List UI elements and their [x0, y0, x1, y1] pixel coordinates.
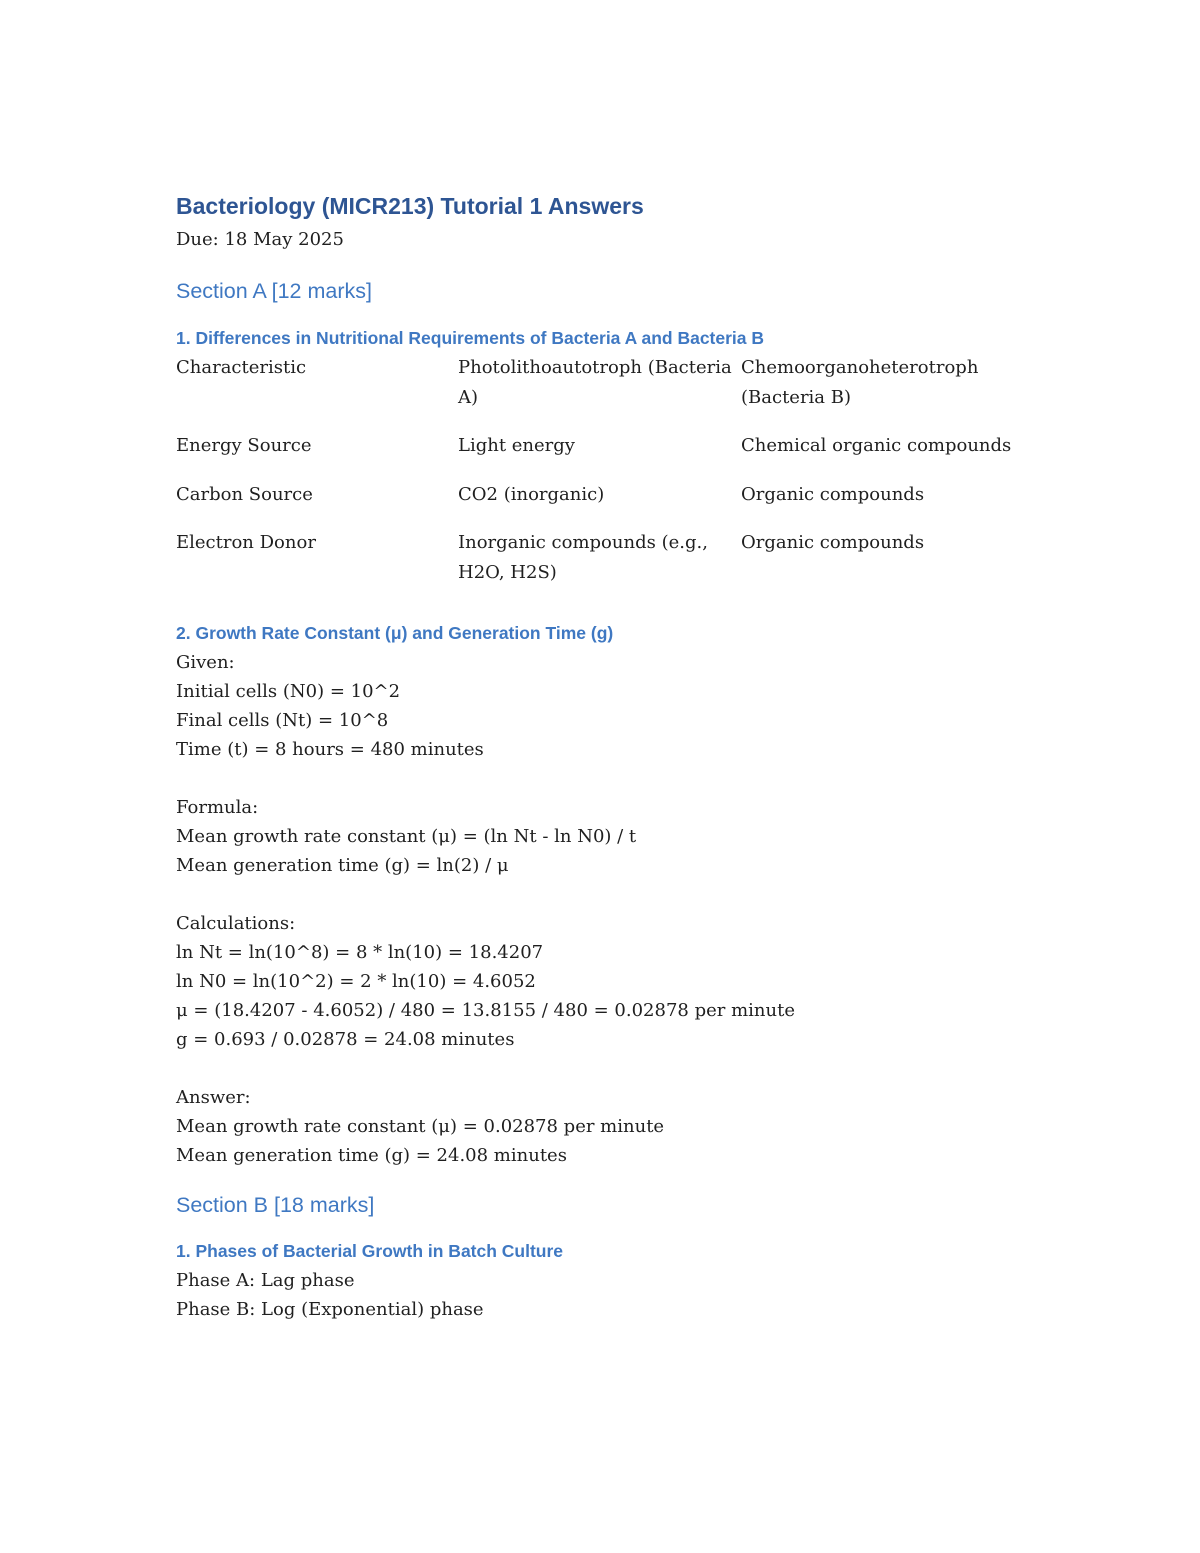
formula-line: Mean growth rate constant (μ) = (ln Nt - ln N0) / t [176, 826, 637, 847]
table-cell: Chemical organic compounds [741, 435, 1012, 456]
table-cell: Organic compounds [741, 483, 925, 505]
phase-line: Phase B: Log (Exponential) phase [176, 1299, 484, 1320]
table-header-cell: Photolithoautotroph (Bacteria A) [458, 357, 732, 408]
calculations-block [176, 909, 1036, 1054]
table-cell: Inorganic compounds (e.g., H2O, H2S) [458, 532, 708, 583]
document-title: Bacteriology (MICR213) Tutorial 1 Answers [176, 193, 644, 219]
section-a-heading: Section A [12 marks] [176, 279, 372, 303]
table-header-row [176, 353, 1036, 431]
calculation-line: ln N0 = ln(10^2) = 2 * ln(10) = 4.6052 [176, 971, 536, 992]
table-cell: Organic compounds [741, 532, 925, 553]
table-cell: Electron Donor [176, 532, 316, 553]
due-date: Due: 18 May 2025 [176, 229, 344, 250]
given-line: Final cells (Nt) = 10^8 [176, 710, 389, 731]
calculation-line: g = 0.693 / 0.02878 = 24.08 minutes [176, 1029, 515, 1050]
table-header-cell: Chemoorganoheterotroph (Bacteria B) [741, 357, 979, 408]
question-a2-heading: 2. Growth Rate Constant (μ) and Generation Time (g) [176, 623, 614, 643]
formula-line: Mean generation time (g) = ln(2) / μ [176, 855, 509, 876]
section-b-heading: Section B [18 marks] [176, 1193, 375, 1217]
table-cell: Carbon Source [176, 483, 313, 505]
nutrition-table [176, 353, 1036, 606]
table-cell: Energy Source [176, 435, 312, 456]
given-line: Time (t) = 8 hours = 480 minutes [176, 739, 484, 760]
table-row [176, 480, 1036, 529]
answer-block [176, 1083, 1036, 1170]
answer-line: Mean growth rate constant (μ) = 0.02878 per minute [176, 1116, 665, 1137]
answer-line: Mean generation time (g) = 24.08 minutes [176, 1145, 567, 1166]
answer-label: Answer: [176, 1087, 251, 1108]
table-cell: CO2 (inorganic) [458, 483, 605, 505]
calculation-line: μ = (18.4207 - 4.6052) / 480 = 13.8155 / 480 = 0.02878 per minute [176, 1000, 795, 1021]
given-line: Initial cells (N0) = 10^2 [176, 681, 401, 702]
given-label: Given: [176, 652, 235, 673]
document-page [176, 186, 1036, 1324]
question-b1-heading: 1. Phases of Bacterial Growth in Batch Culture [176, 1241, 564, 1261]
question-a1-heading: 1. Differences in Nutritional Requirements of Bacteria A and Bacteria B [176, 328, 765, 348]
table-row [176, 528, 1036, 606]
given-block [176, 648, 1036, 764]
table-row [176, 431, 1036, 480]
formula-block [176, 793, 1036, 880]
table-cell: Light energy [458, 435, 575, 456]
formula-label: Formula: [176, 797, 259, 818]
calculation-line: ln Nt = ln(10^8) = 8 * ln(10) = 18.4207 [176, 942, 544, 963]
calculations-label: Calculations: [176, 913, 296, 934]
phase-line: Phase A: Lag phase [176, 1270, 355, 1291]
phases-block [176, 1266, 1036, 1324]
table-header-cell: Characteristic [176, 357, 307, 378]
